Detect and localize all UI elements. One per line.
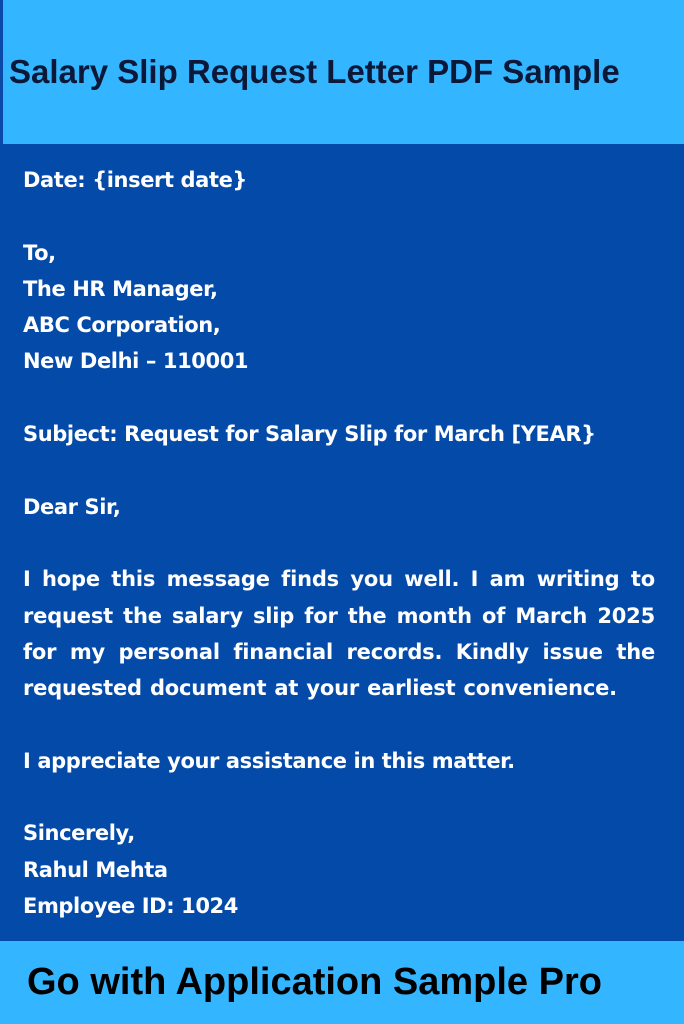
blank-line [23, 198, 655, 234]
letter-subject: Subject: Request for Salary Slip for March [YEAR} [23, 422, 596, 447]
footer-banner [0, 941, 684, 1024]
letter-body [23, 162, 655, 924]
blank-line [23, 706, 655, 742]
recipient-title: The HR Manager, [23, 276, 218, 301]
blank-line [23, 452, 655, 488]
letter-salutation: Dear Sir, [23, 494, 121, 519]
header-banner [0, 0, 684, 144]
employee-id: Employee ID: 1024 [23, 893, 238, 918]
letter-closing: Sincerely, [23, 821, 135, 846]
letter-date: Date: {insert date} [23, 168, 247, 192]
sender-name: Rahul Mehta [23, 857, 168, 882]
letter-panel [0, 144, 684, 941]
letter-paragraph-thanks: I appreciate your assistance in this matter. [23, 748, 515, 773]
recipient-company: ABC Corporation, [23, 313, 221, 338]
page-title: Salary Slip Request Letter PDF Sample [9, 53, 620, 90]
blank-line [23, 779, 655, 815]
footer-tagline: Go with Application Sample Pro [27, 961, 602, 1003]
blank-line [23, 525, 655, 561]
blank-line [23, 380, 655, 416]
recipient-city: New Delhi – 110001 [23, 349, 249, 374]
letter-to-label: To, [23, 240, 56, 265]
letter-paragraph-main: I hope this message finds you well. I am writing to request the salary slip for the month of March 2025 for my personal financial records. Kindly issue the requested document at your earliest convenience. [23, 567, 655, 701]
